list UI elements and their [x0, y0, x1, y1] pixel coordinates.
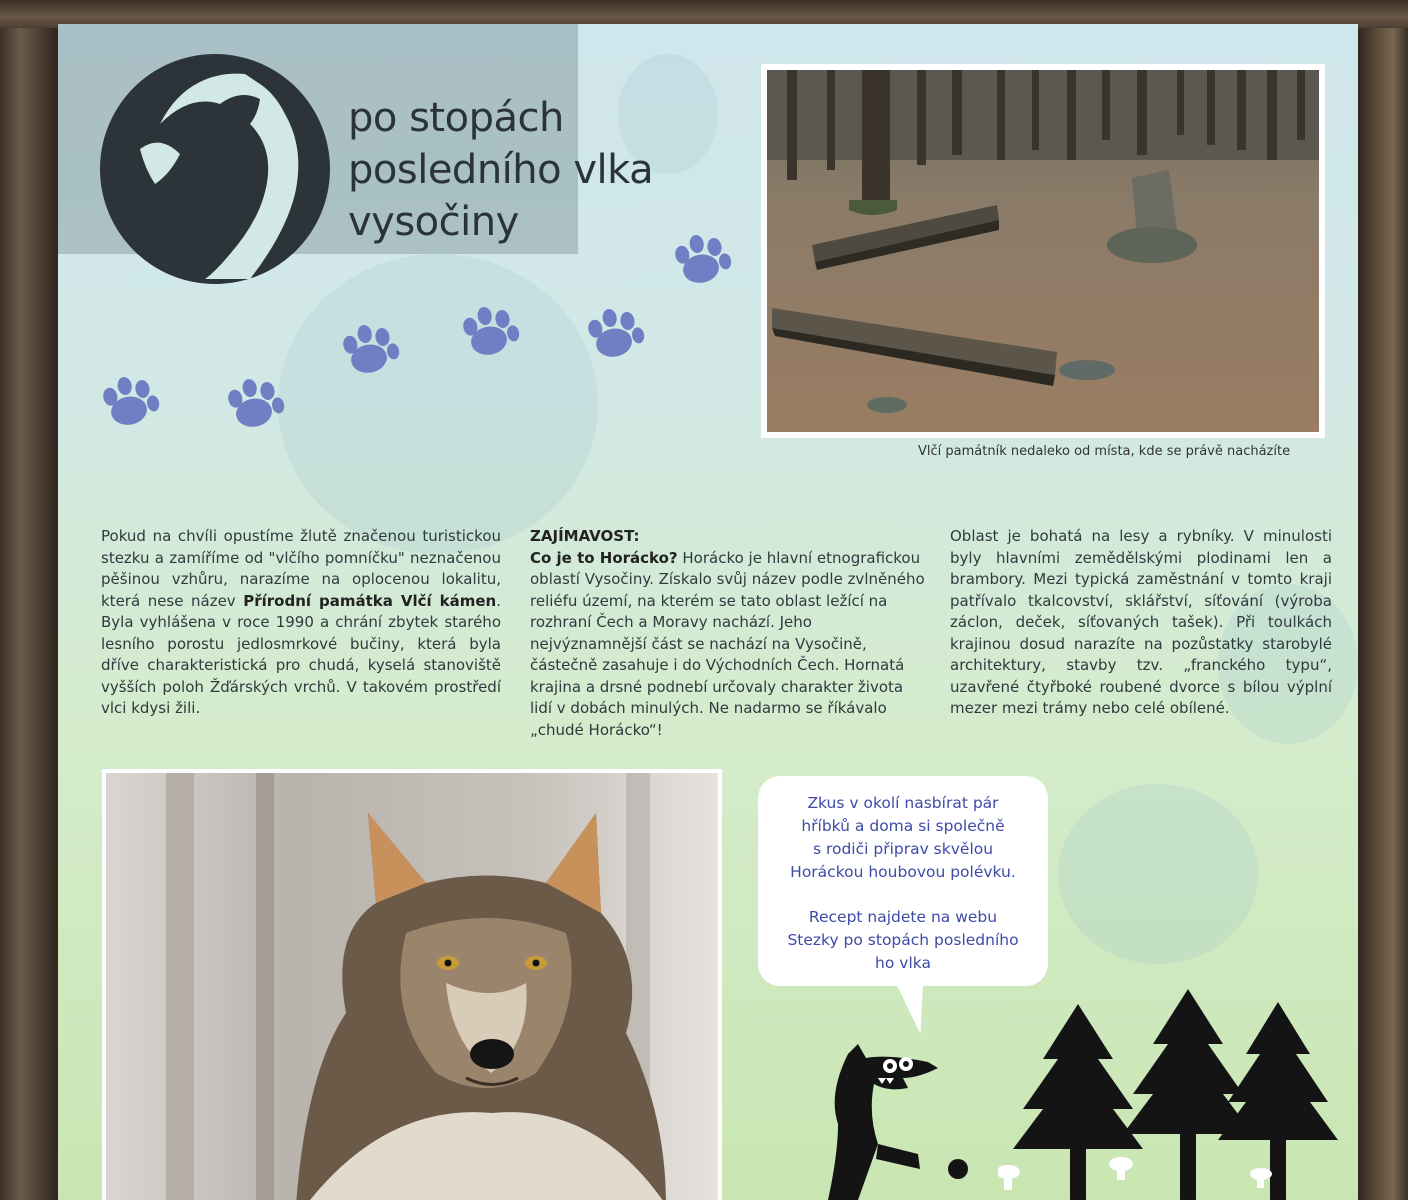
paragraph-text: . Byla vyhlášena v roce 1990 a chrání zbytek starého lesního porostu jedlosmrkové bučiny, která byla dříve charakteristická pro chudá, kyselá stanoviště vyšších poloh Žďárských vrchů. V takovém prostředí vlci kdysi žili.: [101, 591, 501, 717]
paragraph-text: Pokud na chvíli opustíme žlutě značenou turistickou stezku a zamíříme od "vlčího pomníčku" neznačenou pěšinou vzhůru, narazíme na oplocenou lokalitu, která nese název: [101, 527, 501, 610]
text-column-horacko: [530, 526, 925, 741]
title-line: po stopách: [348, 95, 564, 141]
wooden-frame-right: [1358, 0, 1408, 1200]
memorial-photo: [761, 64, 1325, 438]
information-board: [58, 24, 1358, 1200]
paw-print-icon: [98, 374, 178, 434]
bold-text: Přírodní památka Vlčí kámen: [243, 591, 497, 610]
title-line: posledního vlka: [348, 147, 654, 193]
bubble-line: Stezky po stopách posledního: [787, 931, 1019, 949]
question-text: Co je to Horácko?: [530, 548, 678, 567]
speech-bubble-text: [758, 792, 1048, 975]
paw-print-icon: [338, 322, 418, 382]
forest-trees-icon: [998, 984, 1358, 1200]
text-column-region: [950, 526, 1332, 720]
cartoon-wolf-icon: [808, 1044, 968, 1200]
paw-print-icon: [223, 376, 303, 436]
howling-wolf-icon: [100, 54, 330, 284]
bubble-line: Zkus v okolí nasbírat pár: [807, 794, 999, 812]
paw-print-icon: [458, 304, 538, 364]
section-heading: ZAJÍMAVOST:: [530, 527, 640, 545]
wolf-logo: [100, 54, 330, 284]
wolf-portrait-image: [106, 773, 718, 1200]
wolf-photo: [102, 769, 722, 1200]
wooden-frame-left: [0, 0, 58, 1200]
background-blob: [278, 254, 598, 554]
bubble-line: ho vlka: [875, 954, 931, 972]
page-title: [348, 92, 653, 248]
photo-caption: Vlčí památník nedaleko od místa, kde se právě nacházíte: [918, 444, 1291, 459]
paragraph-text: Oblast je bohatá na lesy a rybníky. V minulosti byly hlavními zemědělskými plodinami len a brambory. Mezi typická zaměstnání v tomto kraji patřívalo tkalcovství, sklářství, síťování (výroba záclon, deček, síťovaných tašek). Při toulkách krajinou dosud narazíte na pozůstatky starobylé architektury, stavby tzv. „franckého typu“, uzavřené čtyřboké roubené dvorce s bílou výplní mezer mezi trámy nebo celé obílené.: [950, 527, 1332, 717]
title-line: vysočiny: [348, 199, 519, 245]
bubble-line: hříbků a doma si společně: [801, 817, 1005, 835]
bubble-line: Recept najdete na webu: [808, 908, 998, 926]
background-blob: [1058, 784, 1258, 964]
bubble-line: s rodiči připrav skvělou: [812, 840, 994, 858]
text-column-natural-monument: [101, 526, 501, 720]
paragraph-text: Horácko je hlavní etnografickou oblastí Vysočiny. Získalo svůj název podle zvlněného reliéfu území, na kterém se tato oblast ležící na rozhraní Čech a Moravy nachází. Jeho nejvýznamnější část se nachází na Vysočině, částečně zasahuje i do Východních Čech. Hornatá krajina a drsné podnebí určovaly charakter života lidí v dobách minulých. Ne nadarmo se říkávalo „chudé Horácko“!: [530, 548, 925, 739]
bubble-line: Horáckou houbovou polévku.: [790, 863, 1016, 881]
paw-print-icon: [583, 306, 663, 366]
paw-print-icon: [670, 232, 750, 292]
forest-memorial-image: [767, 70, 1319, 432]
